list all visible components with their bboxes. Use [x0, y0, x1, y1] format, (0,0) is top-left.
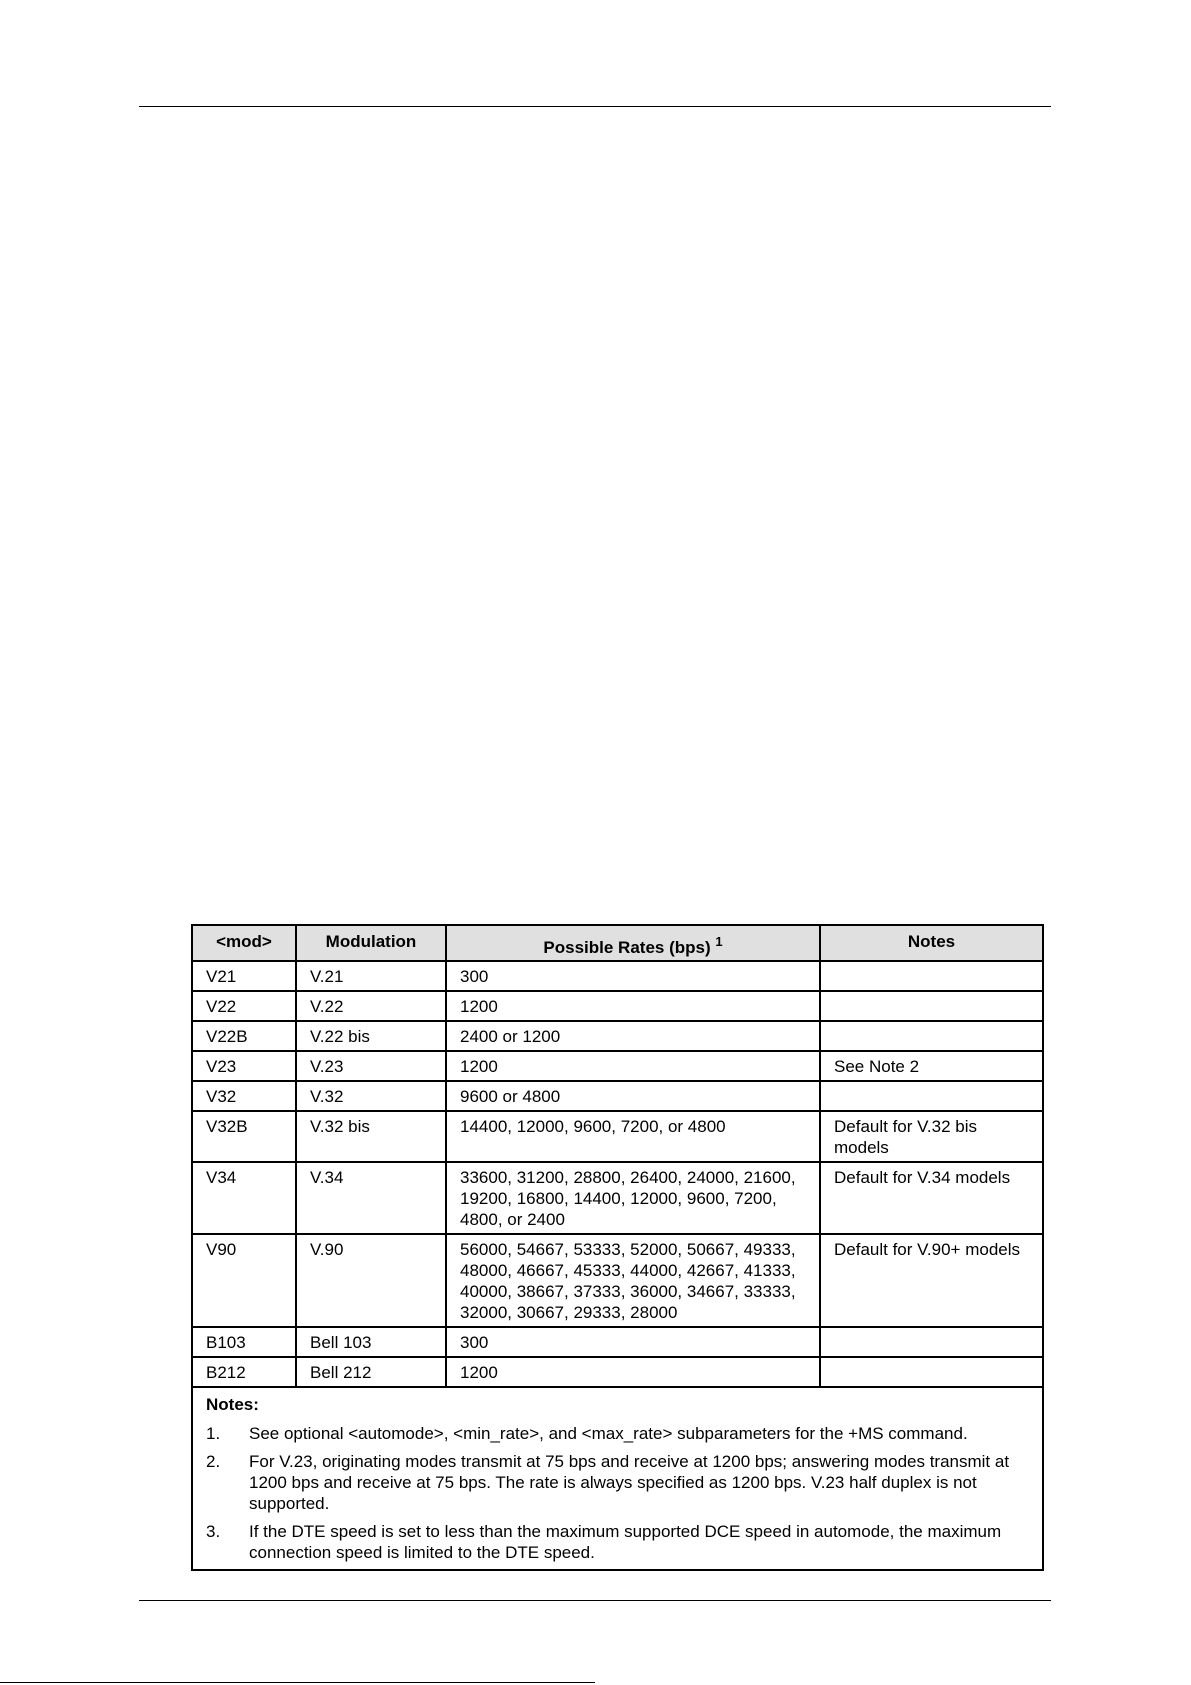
header-rates-label: Possible Rates (bps) [543, 938, 711, 957]
note-item [206, 1521, 1029, 1563]
cell-notes [820, 1081, 1043, 1111]
cell-mod: B212 [192, 1357, 296, 1387]
notes-cell [192, 1387, 1043, 1570]
table-row [192, 1162, 1043, 1234]
table-row [192, 961, 1043, 991]
header-rule [139, 106, 1051, 107]
cell-mod: V34 [192, 1162, 296, 1234]
table-row [192, 1051, 1043, 1081]
table-row [192, 1327, 1043, 1357]
cell-rates: 9600 or 4800 [446, 1081, 820, 1111]
notes-title: Notes: [206, 1395, 259, 1414]
cell-rates: 1200 [446, 991, 820, 1021]
cell-rates: 300 [446, 1327, 820, 1357]
cell-notes [820, 1357, 1043, 1387]
cell-rates: 33600, 31200, 28800, 26400, 24000, 21600, 19200, 16800, 14400, 12000, 9600, 7200, 4800, or 2400 [446, 1162, 820, 1234]
cell-modulation: V.90 [296, 1234, 446, 1327]
cell-notes [820, 1021, 1043, 1051]
cell-mod: V23 [192, 1051, 296, 1081]
cell-modulation: V.21 [296, 961, 446, 991]
cell-rates: 56000, 54667, 53333, 52000, 50667, 49333, 48000, 46667, 45333, 44000, 42667, 41333, 40000, 38667, 37333, 36000, 34667, 33333, 32000, 30667, 29333, 28000 [446, 1234, 820, 1327]
note-number: 2. [206, 1452, 221, 1471]
cell-mod: V32B [192, 1111, 296, 1162]
table-row [192, 1357, 1043, 1387]
table-row [192, 1111, 1043, 1162]
cell-rates: 1200 [446, 1357, 820, 1387]
cell-rates: 14400, 12000, 9600, 7200, or 4800 [446, 1111, 820, 1162]
note-text: For V.23, originating modes transmit at 75 bps and receive at 1200 bps; answering modes transmit at 1200 bps and receive at 75 bps. The rate is always specified as 1200 bps. V.23 half duplex is not supported. [249, 1452, 1010, 1513]
footnote-separator [0, 1682, 595, 1683]
cell-modulation: V.22 [296, 991, 446, 1021]
cell-modulation: Bell 212 [296, 1357, 446, 1387]
header-modulation: Modulation [296, 925, 446, 961]
cell-rates: 300 [446, 961, 820, 991]
modulation-table [191, 924, 1044, 1571]
cell-mod: V90 [192, 1234, 296, 1327]
header-rates [446, 925, 820, 961]
cell-notes: Default for V.34 models [820, 1162, 1043, 1234]
cell-modulation: V.32 bis [296, 1111, 446, 1162]
note-number: 3. [206, 1522, 221, 1541]
cell-notes [820, 961, 1043, 991]
cell-modulation: V.32 [296, 1081, 446, 1111]
cell-notes: Default for V.32 bis models [820, 1111, 1043, 1162]
note-item [206, 1451, 1029, 1514]
cell-notes [820, 991, 1043, 1021]
note-item [206, 1423, 1029, 1444]
table-header-row [192, 925, 1043, 961]
cell-rates: 2400 or 1200 [446, 1021, 820, 1051]
cell-modulation: V.34 [296, 1162, 446, 1234]
header-mod: <mod> [192, 925, 296, 961]
footer-rule [139, 1600, 1051, 1601]
header-notes: Notes [820, 925, 1043, 961]
cell-mod: B103 [192, 1327, 296, 1357]
cell-modulation: V.22 bis [296, 1021, 446, 1051]
cell-notes: Default for V.90+ models [820, 1234, 1043, 1327]
notes-row [192, 1387, 1043, 1570]
cell-mod: V21 [192, 961, 296, 991]
note-text: If the DTE speed is set to less than the maximum supported DCE speed in automode, the maximum connection speed is limited to the DTE speed. [249, 1522, 1002, 1562]
note-number: 1. [206, 1424, 221, 1443]
cell-mod: V22B [192, 1021, 296, 1051]
cell-modulation: Bell 103 [296, 1327, 446, 1357]
table-row [192, 1081, 1043, 1111]
table-row [192, 1021, 1043, 1051]
cell-rates: 1200 [446, 1051, 820, 1081]
cell-mod: V32 [192, 1081, 296, 1111]
cell-modulation: V.23 [296, 1051, 446, 1081]
header-rates-footnote: 1 [715, 934, 723, 949]
table-row [192, 991, 1043, 1021]
note-text: See optional <automode>, <min_rate>, and <max_rate> subparameters for the +MS command. [249, 1424, 968, 1443]
cell-notes [820, 1327, 1043, 1357]
table-row [192, 1234, 1043, 1327]
cell-notes: See Note 2 [820, 1051, 1043, 1081]
cell-mod: V22 [192, 991, 296, 1021]
